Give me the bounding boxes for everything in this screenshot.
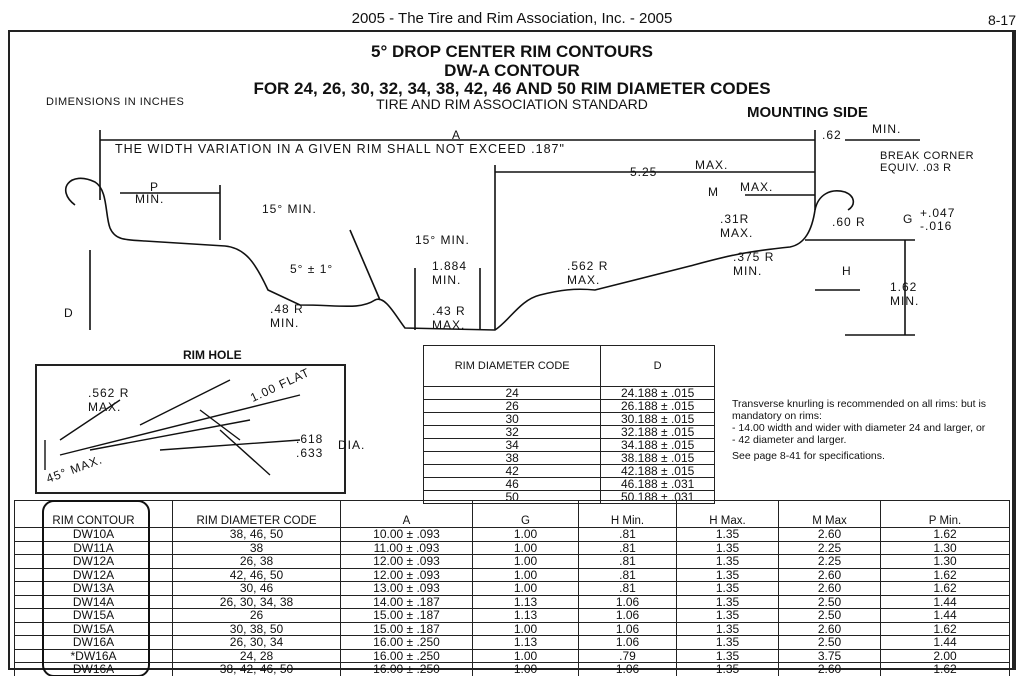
dim-525-max: MAX.	[695, 158, 729, 172]
table-cell: 30, 46	[173, 582, 341, 596]
table-cell: 12.00 ± .093	[341, 568, 473, 582]
table-cell: 2.60	[779, 568, 881, 582]
table-cell: 38	[173, 541, 341, 555]
dim-31r-max: MAX.	[720, 226, 754, 240]
table-cell: DW12A	[15, 568, 173, 582]
dim-48r-min: MIN.	[270, 316, 300, 330]
header-d: D	[601, 346, 715, 387]
angle-15-min-1: 15° MIN.	[262, 202, 317, 216]
table-cell: 1.35	[677, 663, 779, 676]
table-cell: 2.60	[779, 582, 881, 596]
table-cell: 14.00 ± .187	[341, 595, 473, 609]
table-cell: 26, 38	[173, 555, 341, 569]
table-cell: 1.35	[677, 636, 779, 650]
table-cell: 1.00	[473, 663, 579, 676]
table-cell: 1.44	[881, 595, 1010, 609]
dim-562r-max: MAX.	[567, 273, 601, 287]
title-line-4: TIRE AND RIM ASSOCIATION STANDARD	[376, 96, 648, 112]
table-cell: 1.62	[881, 568, 1010, 582]
rim-hole-title: RIM HOLE	[183, 348, 242, 362]
dim-p: P	[150, 180, 160, 194]
rim-contour-table	[14, 500, 1010, 676]
table-cell: 1.00	[473, 541, 579, 555]
table-cell: 1.44	[881, 636, 1010, 650]
table-cell: 42, 46, 50	[173, 568, 341, 582]
table-cell: 1.62	[881, 582, 1010, 596]
table-row	[424, 387, 715, 400]
table-cell: 24	[424, 387, 601, 400]
break-corner-note: BREAK CORNER EQUIV. .03 R	[880, 150, 975, 174]
table-row	[15, 649, 1010, 663]
title-line-1: 5° DROP CENTER RIM CONTOURS	[371, 42, 653, 61]
table-cell: 38, 46, 50	[173, 528, 341, 542]
table-cell: 1.06	[579, 636, 677, 650]
knurling-note	[732, 398, 1007, 462]
table-cell: 38, 42, 46, 50	[173, 663, 341, 676]
table-cell: 46.188 ± .031	[601, 478, 715, 491]
dim-m-max: MAX.	[740, 180, 774, 194]
table-cell: 1.13	[473, 636, 579, 650]
table-cell: DW12A	[15, 555, 173, 569]
dim-525: 5.25	[630, 165, 658, 179]
dim-62-min: MIN.	[872, 122, 902, 136]
dim-48r: .48 R	[270, 302, 304, 316]
table-cell: DW14A	[15, 595, 173, 609]
table-row	[424, 439, 715, 452]
width-variation-note: THE WIDTH VARIATION IN A GIVEN RIM SHALL NOT EXCEED .187"	[115, 142, 565, 156]
table-cell: 32	[424, 426, 601, 439]
column-header: RIM DIAMETER CODE	[173, 501, 341, 528]
table-row	[424, 478, 715, 491]
rim-hole-562r: .562 R	[88, 386, 130, 400]
rim-hole-dia-618: .618	[296, 432, 324, 446]
table-cell: 1.06	[579, 663, 677, 676]
table-cell: 30, 38, 50	[173, 622, 341, 636]
dim-43r: .43 R	[432, 304, 466, 318]
dim-62: .62	[822, 128, 842, 142]
table-cell: 1.35	[677, 555, 779, 569]
table-cell: 42	[424, 465, 601, 478]
column-header: H Max.	[677, 501, 779, 528]
table-row	[424, 452, 715, 465]
table-cell: 1.30	[881, 541, 1010, 555]
dim-60r: .60 R	[832, 215, 866, 229]
dim-g: G	[903, 212, 914, 226]
table-cell: 1.35	[677, 582, 779, 596]
table-cell: 1.44	[881, 609, 1010, 623]
table-cell: 15.00 ± .187	[341, 622, 473, 636]
rim-hole-dia-label: DIA.	[338, 438, 366, 452]
table-cell: 10.00 ± .093	[341, 528, 473, 542]
table-cell: 46	[424, 478, 601, 491]
table-cell: 1.00	[473, 649, 579, 663]
rim-hole-562r-max: MAX.	[88, 400, 122, 414]
rim-hole-dia-633: .633	[296, 446, 324, 460]
table-row	[15, 555, 1010, 569]
table-cell: 34	[424, 439, 601, 452]
column-header: P Min.	[881, 501, 1010, 528]
table-cell: 1.00	[473, 582, 579, 596]
table-cell: 26	[424, 400, 601, 413]
title-line-2: DW-A CONTOUR	[444, 61, 580, 80]
table-cell: 1.35	[677, 609, 779, 623]
table-cell: DW15A	[15, 609, 173, 623]
table-row	[15, 663, 1010, 676]
note-line-1: Transverse knurling is recommended on all rims: but is mandatory on rims:	[732, 398, 987, 422]
table-cell: 13.00 ± .093	[341, 582, 473, 596]
table-row	[424, 465, 715, 478]
table-row	[15, 622, 1010, 636]
table-cell: 1.35	[677, 568, 779, 582]
dim-375r-min: MIN.	[733, 264, 763, 278]
dim-562r: .562 R	[567, 259, 609, 273]
table-cell: 1.06	[579, 609, 677, 623]
dim-43r-max: MAX.	[432, 318, 466, 332]
dim-a: A	[452, 128, 462, 142]
table-cell: *DW16A	[15, 649, 173, 663]
table-cell: 16.00 ± .250	[341, 649, 473, 663]
table-cell: 2.50	[779, 636, 881, 650]
table-row	[15, 528, 1010, 542]
column-header: RIM CONTOUR	[15, 501, 173, 528]
header-rim-diameter-code: RIM DIAMETER CODE	[424, 346, 601, 387]
table-cell: DW16A	[15, 663, 173, 676]
dim-1884: 1.884	[432, 259, 468, 273]
angle-15-min-2: 15° MIN.	[415, 233, 470, 247]
note-line-2: - 14.00 width and wider with diameter 24 and larger, or	[732, 422, 986, 434]
table-cell: 15.00 ± .187	[341, 609, 473, 623]
table-cell: 1.06	[579, 622, 677, 636]
dim-p-min: MIN.	[135, 192, 165, 206]
dimensions-label: DIMENSIONS IN INCHES	[46, 96, 185, 108]
table-cell: 1.30	[881, 555, 1010, 569]
note-line-4: See page 8-41 for specifications.	[732, 450, 885, 462]
dim-375r: .375 R	[733, 250, 775, 264]
table-cell: 34.188 ± .015	[601, 439, 715, 452]
table-cell: 26.188 ± .015	[601, 400, 715, 413]
table-cell: .81	[579, 582, 677, 596]
table-cell: 24, 28	[173, 649, 341, 663]
dim-g-minus: -.016	[920, 219, 953, 233]
table-cell: 12.00 ± .093	[341, 555, 473, 569]
dim-m: M	[708, 185, 719, 199]
table-cell: 1.35	[677, 622, 779, 636]
diameter-table	[423, 345, 715, 504]
column-header: M Max	[779, 501, 881, 528]
table-cell: 38	[424, 452, 601, 465]
table-cell: 1.35	[677, 595, 779, 609]
table-cell: 1.35	[677, 541, 779, 555]
angle-5-deg: 5° ± 1°	[290, 262, 334, 276]
table-cell: DW10A	[15, 528, 173, 542]
rim-hole-flat: 1.00 FLAT	[248, 365, 313, 405]
rim-hole-angle: 45° MAX.	[44, 452, 105, 486]
table-row	[424, 413, 715, 426]
table-cell: 11.00 ± .093	[341, 541, 473, 555]
running-header: 2005 - The Tire and Rim Association, Inc. - 2005	[351, 10, 673, 27]
rim-contour-highlight	[42, 500, 150, 676]
table-cell: .79	[579, 649, 677, 663]
page-number: 8-17	[987, 12, 1016, 28]
table-cell: 30	[424, 413, 601, 426]
table-cell: 16.00 ± .250	[341, 663, 473, 676]
table-cell: DW11A	[15, 541, 173, 555]
dim-h: H	[842, 264, 852, 278]
table-cell: 1.35	[677, 528, 779, 542]
table-cell: 38.188 ± .015	[601, 452, 715, 465]
column-header: A	[341, 501, 473, 528]
table-cell: 2.25	[779, 541, 881, 555]
table-cell: 42.188 ± .015	[601, 465, 715, 478]
table-cell: 30.188 ± .015	[601, 413, 715, 426]
table-cell: 1.62	[881, 622, 1010, 636]
table-cell: 50	[424, 491, 601, 504]
table-cell: 50.188 ± .031	[601, 491, 715, 504]
table-cell: 32.188 ± .015	[601, 426, 715, 439]
table-cell: 1.35	[677, 649, 779, 663]
table-cell: 1.00	[473, 568, 579, 582]
table-cell: 24.188 ± .015	[601, 387, 715, 400]
table-cell: .81	[579, 555, 677, 569]
dim-g-plus: +.047	[920, 206, 956, 220]
table-cell: 26, 30, 34	[173, 636, 341, 650]
table-row	[15, 595, 1010, 609]
table-cell: 26, 30, 34, 38	[173, 595, 341, 609]
table-cell: 1.62	[881, 528, 1010, 542]
table-cell: 2.60	[779, 528, 881, 542]
table-cell: DW15A	[15, 622, 173, 636]
table-cell: .81	[579, 541, 677, 555]
table-row	[424, 426, 715, 439]
column-header: H Min.	[579, 501, 677, 528]
table-cell: 1.13	[473, 595, 579, 609]
table-cell: DW13A	[15, 582, 173, 596]
table-cell: 2.50	[779, 595, 881, 609]
table-cell: 1.13	[473, 609, 579, 623]
table-cell: 2.60	[779, 622, 881, 636]
table-row	[15, 568, 1010, 582]
table-cell: 2.00	[881, 649, 1010, 663]
table-cell: 2.25	[779, 555, 881, 569]
dim-162-min: MIN.	[890, 294, 920, 308]
dim-1884-min: MIN.	[432, 273, 462, 287]
table-cell: 1.62	[881, 663, 1010, 676]
table-cell: 2.60	[779, 663, 881, 676]
table-cell: 26	[173, 609, 341, 623]
title-line-3: FOR 24, 26, 30, 32, 34, 38, 42, 46 AND 50 RIM DIAMETER CODES	[253, 79, 771, 98]
table-cell: .81	[579, 528, 677, 542]
table-cell: DW16A	[15, 636, 173, 650]
dim-162: 1.62	[890, 280, 918, 294]
table-cell: .81	[579, 568, 677, 582]
table-cell: 3.75	[779, 649, 881, 663]
table-row	[15, 609, 1010, 623]
table-row	[15, 541, 1010, 555]
table-cell: 1.00	[473, 622, 579, 636]
table-cell: 1.00	[473, 555, 579, 569]
table-row	[15, 636, 1010, 650]
table-row	[424, 400, 715, 413]
table-cell: 1.00	[473, 528, 579, 542]
note-line-3: - 42 diameter and larger.	[732, 434, 847, 446]
dim-d: D	[64, 306, 74, 320]
table-cell: 16.00 ± .250	[341, 636, 473, 650]
dim-31r: .31R	[720, 212, 750, 226]
table-row	[15, 582, 1010, 596]
table-cell: 1.06	[579, 595, 677, 609]
mounting-side-label: MOUNTING SIDE	[747, 104, 868, 121]
column-header: G	[473, 501, 579, 528]
table-cell: 2.50	[779, 609, 881, 623]
